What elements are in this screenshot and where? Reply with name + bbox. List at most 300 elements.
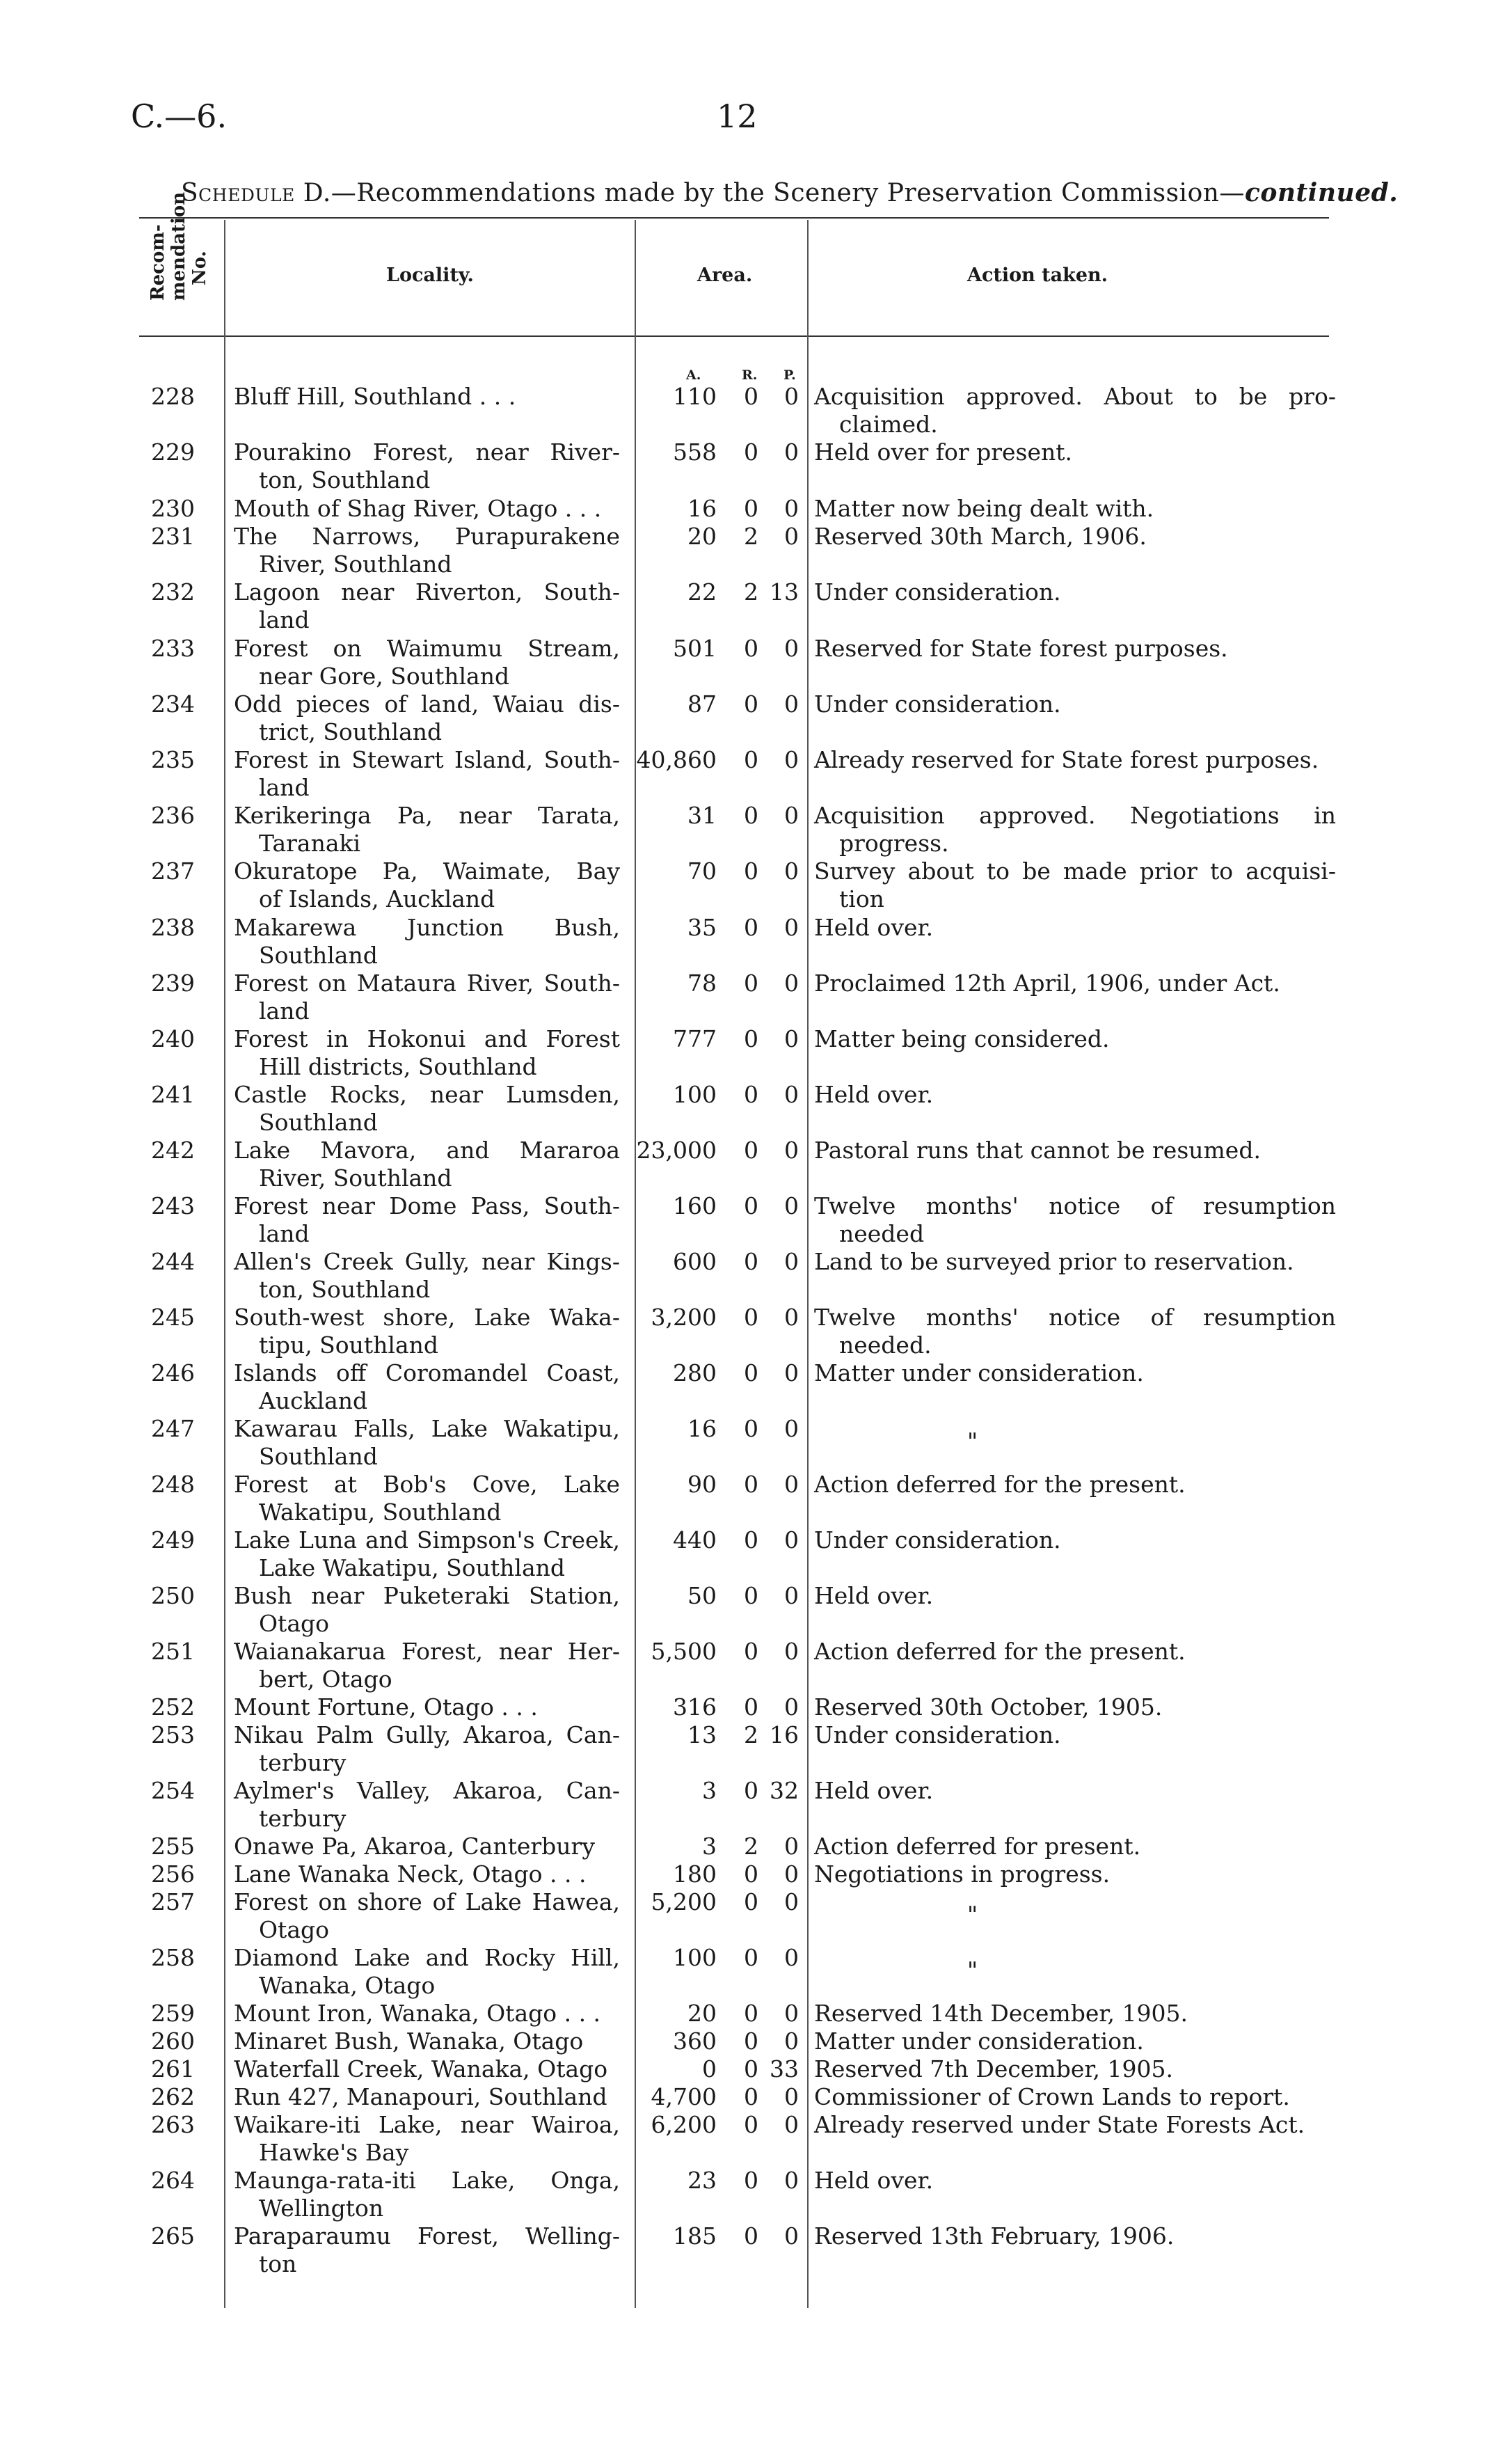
row-action [814, 1025, 1336, 1053]
row-area-perches: 0 [784, 1415, 799, 1442]
row-locality-line: Okuratope Pa, Waimate, Bay [234, 858, 620, 885]
row-action-line: Action deferred for present. [814, 1833, 1141, 1860]
row-area-acres: 6,200 [651, 2111, 717, 2138]
row-area-roods: 0 [744, 914, 758, 941]
row-number: 248 [151, 1471, 195, 1498]
row-area-perches: 0 [784, 1471, 799, 1498]
row-area-perches: 32 [770, 1777, 799, 1804]
row-locality-line: Pourakino Forest, near River- [234, 438, 620, 466]
row-area-roods: 0 [744, 970, 758, 997]
row-number: 229 [151, 438, 195, 466]
row-locality-line: Forest on shore of Lake Hawea, [234, 1888, 620, 1915]
row-action [814, 914, 1336, 942]
row-locality-continuation: ton, Southland [259, 1276, 431, 1303]
row-number: 246 [151, 1359, 195, 1386]
row-area-roods: 0 [744, 1777, 758, 1804]
row-locality [234, 2000, 620, 2028]
row-locality-line: Paraparaumu Forest, Welling- [234, 2222, 620, 2250]
column-header-number [148, 192, 210, 301]
row-area-acres: 360 [673, 2028, 717, 2055]
row-locality-line: South-west shore, Lake Waka- [234, 1304, 620, 1331]
row-locality-line: Mount Fortune, Otago . . . [234, 1693, 538, 1721]
row-action-continuation: progress. [839, 830, 949, 857]
row-locality-continuation: terbury [259, 1805, 347, 1832]
row-locality-continuation: bert, Otago [259, 1666, 392, 1693]
schedule-title [181, 178, 1398, 207]
row-area-perches: 0 [784, 2167, 799, 2194]
row-locality-continuation: tipu, Southland [259, 1331, 439, 1359]
row-area-roods: 0 [744, 690, 758, 718]
column-divider-number [224, 220, 225, 2308]
row-area-acres: 87 [687, 690, 717, 718]
row-locality-continuation: ton, Southland [259, 466, 431, 493]
row-locality-line: Lane Wanaka Neck, Otago . . . [234, 1860, 587, 1888]
row-locality-continuation: River, Southland [259, 551, 452, 578]
row-action-line: Reserved 30th October, 1905. [814, 1693, 1163, 1721]
row-action [814, 578, 1336, 606]
row-locality [234, 1721, 620, 1777]
row-locality [234, 1777, 620, 1833]
row-action-line: Acquisition approved. Negotiations in [814, 802, 1336, 829]
row-area-roods: 0 [744, 802, 758, 829]
row-action-line: Matter under consideration. [814, 1359, 1144, 1386]
row-area-acres: 5,200 [651, 1888, 717, 1915]
row-number: 254 [151, 1777, 195, 1804]
row-locality [234, 2167, 620, 2222]
row-locality-line: Islands off Coromandel Coast, [234, 1359, 620, 1386]
row-action-line: Under consideration. [814, 1526, 1061, 1554]
row-locality [234, 1833, 620, 1860]
row-locality-continuation: of Islands, Auckland [259, 885, 495, 912]
row-area-perches: 0 [784, 914, 799, 941]
row-area-perches: 0 [784, 2222, 799, 2250]
row-action-line: Under consideration. [814, 690, 1061, 718]
row-number: 239 [151, 970, 195, 997]
row-area-perches: 0 [784, 1248, 799, 1275]
row-locality [234, 383, 620, 411]
row-action-line: Reserved 14th December, 1905. [814, 2000, 1188, 2027]
schedule-title-text: D.—Recommendations made by the Scenery Preservation Commission— [303, 179, 1245, 207]
row-action-line: " [967, 1901, 978, 1928]
row-area-roods: 0 [744, 2028, 758, 2055]
row-action-line: Matter being considered. [814, 1025, 1110, 1052]
column-header-area: Area. [697, 264, 753, 286]
row-area-perches: 0 [784, 1833, 799, 1860]
area-unit-acres: A. [686, 368, 701, 383]
table-header-rule [139, 335, 1329, 337]
row-area-perches: 0 [784, 690, 799, 718]
row-number: 251 [151, 1638, 195, 1665]
row-action [814, 1721, 1336, 1749]
row-action [814, 495, 1336, 523]
row-area-acres: 558 [673, 438, 717, 466]
row-number: 263 [151, 2111, 195, 2138]
row-locality-continuation: terbury [259, 1749, 347, 1776]
row-locality-continuation: Hill districts, Southland [259, 1053, 537, 1080]
row-action-line: Under consideration. [814, 1721, 1061, 1748]
row-locality-line: Forest in Stewart Island, South- [234, 746, 620, 773]
row-locality-line: Waianakarua Forest, near Her- [234, 1638, 620, 1665]
row-locality-continuation: land [259, 997, 310, 1025]
row-action-line: Negotiations in progress. [814, 1860, 1111, 1888]
row-action-line: Already reserved for State forest purposes. [814, 746, 1319, 773]
row-locality-line: Diamond Lake and Rocky Hill, [234, 1944, 620, 1971]
row-area-acres: 3 [702, 1833, 717, 1860]
row-locality [234, 1526, 620, 1582]
row-area-perches: 0 [784, 438, 799, 466]
row-number: 265 [151, 2222, 195, 2250]
row-locality-continuation: Lake Wakatipu, Southland [259, 1554, 566, 1581]
row-action [814, 1526, 1336, 1554]
area-unit-roods: R. [742, 368, 758, 383]
row-locality-line: Forest in Hokonui and Forest [234, 1025, 620, 1052]
schedule-title-prefix: Schedule [181, 179, 295, 207]
row-action-line: Acquisition approved. About to be pro- [814, 383, 1336, 410]
row-number: 256 [151, 1860, 195, 1888]
row-area-acres: 501 [673, 635, 717, 662]
row-locality [234, 523, 620, 578]
row-area-perches: 0 [784, 495, 799, 522]
row-action-line: Survey about to be made prior to acquisi- [814, 858, 1336, 885]
row-locality [234, 1888, 620, 1944]
row-action-line: Reserved 7th December, 1905. [814, 2055, 1173, 2082]
row-area-acres: 110 [673, 383, 717, 410]
row-area-acres: 31 [687, 802, 717, 829]
row-area-acres: 3 [702, 1777, 717, 1804]
row-area-perches: 0 [784, 802, 799, 829]
row-area-perches: 0 [784, 1081, 799, 1108]
row-number: 243 [151, 1192, 195, 1219]
row-number: 232 [151, 578, 195, 606]
column-header-number-line: mendation [168, 191, 189, 301]
row-area-acres: 23 [687, 2167, 717, 2194]
row-locality [234, 690, 620, 746]
row-area-roods: 0 [744, 1693, 758, 1721]
row-action-line: Twelve months' notice of resumption [814, 1192, 1336, 1219]
row-locality-continuation: Wanaka, Otago [259, 1972, 436, 1999]
row-action-line: Commissioner of Crown Lands to report. [814, 2083, 1290, 2110]
page-number: 12 [717, 97, 758, 135]
row-locality [234, 495, 620, 523]
row-action-line: " [967, 1428, 978, 1455]
row-action [814, 2055, 1336, 2083]
row-action-line: Pastoral runs that cannot be resumed. [814, 1137, 1261, 1164]
row-area-perches: 0 [784, 523, 799, 550]
row-locality-line: Makarewa Junction Bush, [234, 914, 620, 941]
row-locality-continuation: Otago [259, 1916, 329, 1943]
row-locality-continuation: Southland [259, 942, 378, 969]
row-action [814, 2222, 1336, 2250]
row-action [814, 970, 1336, 997]
row-locality-line: Forest near Dome Pass, South- [234, 1192, 620, 1219]
row-action [814, 1137, 1336, 1164]
row-action-continuation: needed. [839, 1331, 932, 1359]
row-area-acres: 5,500 [651, 1638, 717, 1665]
page-reference: C.—6. [131, 97, 228, 135]
row-action-line: Already reserved under State Forests Act. [814, 2111, 1305, 2138]
row-number: 241 [151, 1081, 195, 1108]
row-area-roods: 0 [744, 1359, 758, 1386]
row-area-perches: 0 [784, 858, 799, 885]
row-area-acres: 3,200 [651, 1304, 717, 1331]
column-divider-area [807, 220, 809, 2308]
row-action [814, 1833, 1336, 1860]
row-locality-continuation: River, Southland [259, 1164, 452, 1192]
row-action-line: Reserved 13th February, 1906. [814, 2222, 1175, 2250]
row-area-roods: 0 [744, 1944, 758, 1971]
row-locality-line: Kawarau Falls, Lake Wakatipu, [234, 1415, 620, 1442]
row-number: 230 [151, 495, 195, 522]
row-area-perches: 0 [784, 1137, 799, 1164]
row-locality [234, 1944, 620, 2000]
row-area-acres: 100 [673, 1944, 717, 1971]
row-area-roods: 2 [744, 1833, 758, 1860]
row-area-perches: 0 [784, 1693, 799, 1721]
row-locality-line: Bush near Puketeraki Station, [234, 1582, 620, 1609]
row-number: 260 [151, 2028, 195, 2055]
row-number: 249 [151, 1526, 195, 1554]
row-area-perches: 0 [784, 1304, 799, 1331]
row-action [814, 1957, 1336, 1984]
row-area-roods: 0 [744, 1526, 758, 1554]
row-locality-line: Waterfall Creek, Wanaka, Otago [234, 2055, 608, 2082]
row-area-perches: 33 [770, 2055, 799, 2082]
row-area-perches: 0 [784, 970, 799, 997]
row-locality-continuation: Wakatipu, Southland [259, 1499, 502, 1526]
row-action-line: Held over for present. [814, 438, 1073, 466]
row-area-acres: 13 [687, 1721, 717, 1748]
row-number: 264 [151, 2167, 195, 2194]
row-area-perches: 0 [784, 1025, 799, 1052]
row-number: 261 [151, 2055, 195, 2082]
row-action-line: Under consideration. [814, 578, 1061, 606]
row-locality-continuation: land [259, 1220, 310, 1247]
row-area-acres: 35 [687, 914, 717, 941]
row-action-line: Held over. [814, 1777, 934, 1804]
row-number: 238 [151, 914, 195, 941]
row-action [814, 383, 1336, 438]
row-locality-line: Run 427, Manapouri, Southland [234, 2083, 607, 2110]
row-locality-line: Allen's Creek Gully, near Kings- [234, 1248, 620, 1275]
row-locality-line: Forest on Mataura River, South- [234, 970, 620, 997]
row-locality-line: Bluff Hill, Southland . . . [234, 383, 516, 410]
row-area-perches: 0 [784, 1944, 799, 1971]
row-action [814, 2000, 1336, 2028]
row-number: 244 [151, 1248, 195, 1275]
row-area-acres: 50 [687, 1582, 717, 1609]
row-locality-line: Castle Rocks, near Lumsden, [234, 1081, 620, 1108]
row-locality-line: Aylmer's Valley, Akaroa, Can- [234, 1777, 620, 1804]
row-area-acres: 440 [673, 1526, 717, 1554]
column-header-action: Action taken. [967, 264, 1108, 286]
row-locality [234, 1693, 620, 1721]
row-locality-continuation: Southland [259, 1443, 378, 1470]
row-area-roods: 0 [744, 438, 758, 466]
row-number: 247 [151, 1415, 195, 1442]
row-locality-line: Lake Mavora, and Mararoa [234, 1137, 620, 1164]
row-area-roods: 0 [744, 1248, 758, 1275]
row-action-line: Matter now being dealt with. [814, 495, 1154, 522]
row-locality [234, 1081, 620, 1137]
row-area-perches: 0 [784, 2028, 799, 2055]
row-locality [234, 1359, 620, 1415]
row-locality-continuation: Wellington [259, 2195, 384, 2222]
row-area-perches: 0 [784, 2083, 799, 2110]
row-action-continuation: tion [839, 885, 884, 912]
row-area-acres: 4,700 [651, 2083, 717, 2110]
row-area-perches: 0 [784, 1192, 799, 1219]
row-action-line: Held over. [814, 2167, 934, 2194]
row-area-roods: 0 [744, 858, 758, 885]
row-action [814, 858, 1336, 913]
row-locality-continuation: Auckland [259, 1387, 368, 1414]
row-area-roods: 0 [744, 1582, 758, 1609]
row-locality [234, 1248, 620, 1304]
row-number: 237 [151, 858, 195, 885]
row-area-acres: 0 [702, 2055, 717, 2082]
row-action [814, 635, 1336, 663]
row-action [814, 1693, 1336, 1721]
row-area-roods: 0 [744, 1860, 758, 1888]
row-area-roods: 0 [744, 2083, 758, 2110]
row-area-acres: 90 [687, 1471, 717, 1498]
row-action-line: Reserved 30th March, 1906. [814, 523, 1147, 550]
row-locality [234, 2028, 620, 2055]
row-locality-continuation: Hawke's Bay [259, 2139, 409, 2166]
row-locality [234, 1137, 620, 1192]
row-action-continuation: needed [839, 1220, 925, 1247]
row-action [814, 746, 1336, 774]
row-action [814, 1304, 1336, 1359]
row-action [814, 2167, 1336, 2195]
row-area-roods: 0 [744, 2167, 758, 2194]
row-locality [234, 1860, 620, 1888]
row-number: 233 [151, 635, 195, 662]
row-area-perches: 0 [784, 2000, 799, 2027]
row-area-roods: 0 [744, 1081, 758, 1108]
row-number: 250 [151, 1582, 195, 1609]
row-area-acres: 16 [687, 1415, 717, 1442]
row-area-acres: 20 [687, 523, 717, 550]
row-area-roods: 2 [744, 523, 758, 550]
row-action [814, 1428, 1336, 1455]
row-number: 235 [151, 746, 195, 773]
row-action-continuation: claimed. [839, 411, 938, 438]
row-area-perches: 0 [784, 383, 799, 410]
row-action [814, 1081, 1336, 1109]
row-area-acres: 100 [673, 1081, 717, 1108]
row-action [814, 1582, 1336, 1610]
row-locality-line: Forest at Bob's Cove, Lake [234, 1471, 620, 1498]
row-area-perches: 0 [784, 635, 799, 662]
row-area-roods: 0 [744, 1025, 758, 1052]
row-area-roods: 0 [744, 1304, 758, 1331]
row-area-roods: 0 [744, 1888, 758, 1915]
row-action [814, 2028, 1336, 2055]
area-unit-perches: P. [783, 368, 796, 383]
row-locality [234, 438, 620, 494]
row-locality [234, 635, 620, 690]
row-area-acres: 160 [673, 1192, 717, 1219]
row-action [814, 1860, 1336, 1888]
row-locality-continuation: near Gore, Southland [259, 663, 510, 690]
row-area-roods: 0 [744, 635, 758, 662]
row-number: 242 [151, 1137, 195, 1164]
row-area-perches: 0 [784, 746, 799, 773]
row-number: 262 [151, 2083, 195, 2110]
row-locality-continuation: land [259, 774, 310, 801]
row-locality-line: The Narrows, Purapurakene [234, 523, 620, 550]
row-action [814, 1777, 1336, 1805]
column-header-locality: Locality. [386, 264, 474, 286]
row-action-line: Held over. [814, 1582, 934, 1609]
row-action [814, 1638, 1336, 1666]
row-area-acres: 600 [673, 1248, 717, 1275]
row-area-roods: 0 [744, 2000, 758, 2027]
row-action [814, 1192, 1336, 1248]
row-number: 253 [151, 1721, 195, 1748]
row-area-acres: 777 [673, 1025, 717, 1052]
row-number: 240 [151, 1025, 195, 1052]
row-area-acres: 16 [687, 495, 717, 522]
schedule-title-suffix: continued. [1244, 178, 1399, 207]
row-locality [234, 1471, 620, 1526]
row-locality [234, 858, 620, 913]
row-locality [234, 2083, 620, 2111]
row-number: 257 [151, 1888, 195, 1915]
row-locality-continuation: Southland [259, 1109, 378, 1136]
row-area-acres: 185 [673, 2222, 717, 2250]
row-area-acres: 316 [673, 1693, 717, 1721]
row-number: 228 [151, 383, 195, 410]
row-area-perches: 0 [784, 2111, 799, 2138]
row-number: 259 [151, 2000, 195, 2027]
row-area-roods: 2 [744, 1721, 758, 1748]
row-area-perches: 0 [784, 1526, 799, 1554]
column-header-number-line: No. [189, 251, 210, 285]
row-locality-line: Waikare-iti Lake, near Wairoa, [234, 2111, 620, 2138]
row-area-perches: 0 [784, 1888, 799, 1915]
row-number: 231 [151, 523, 195, 550]
row-area-perches: 0 [784, 1860, 799, 1888]
row-area-roods: 0 [744, 1638, 758, 1665]
column-header-number-line: Recom- [148, 224, 168, 301]
row-locality [234, 2111, 620, 2167]
row-locality-line: Mount Iron, Wanaka, Otago . . . [234, 2000, 601, 2027]
row-number: 255 [151, 1833, 195, 1860]
row-action-line: Twelve months' notice of resumption [814, 1304, 1336, 1331]
row-area-acres: 23,000 [636, 1137, 717, 1164]
row-locality-line: Lagoon near Riverton, South- [234, 578, 620, 606]
row-action [814, 523, 1336, 551]
row-area-perches: 13 [770, 578, 799, 606]
row-area-perches: 0 [784, 1582, 799, 1609]
row-action [814, 1471, 1336, 1499]
row-locality [234, 1582, 620, 1638]
row-locality-line: Nikau Palm Gully, Akaroa, Can- [234, 1721, 620, 1748]
row-locality-line: Lake Luna and Simpson's Creek, [234, 1526, 620, 1554]
row-area-roods: 0 [744, 1415, 758, 1442]
row-action [814, 438, 1336, 466]
table-top-rule [139, 217, 1329, 219]
row-action [814, 1359, 1336, 1387]
row-locality [234, 2222, 620, 2278]
row-area-roods: 0 [744, 1192, 758, 1219]
row-area-perches: 0 [784, 1638, 799, 1665]
row-area-roods: 0 [744, 746, 758, 773]
row-area-acres: 70 [687, 858, 717, 885]
row-action-line: Held over. [814, 1081, 934, 1108]
